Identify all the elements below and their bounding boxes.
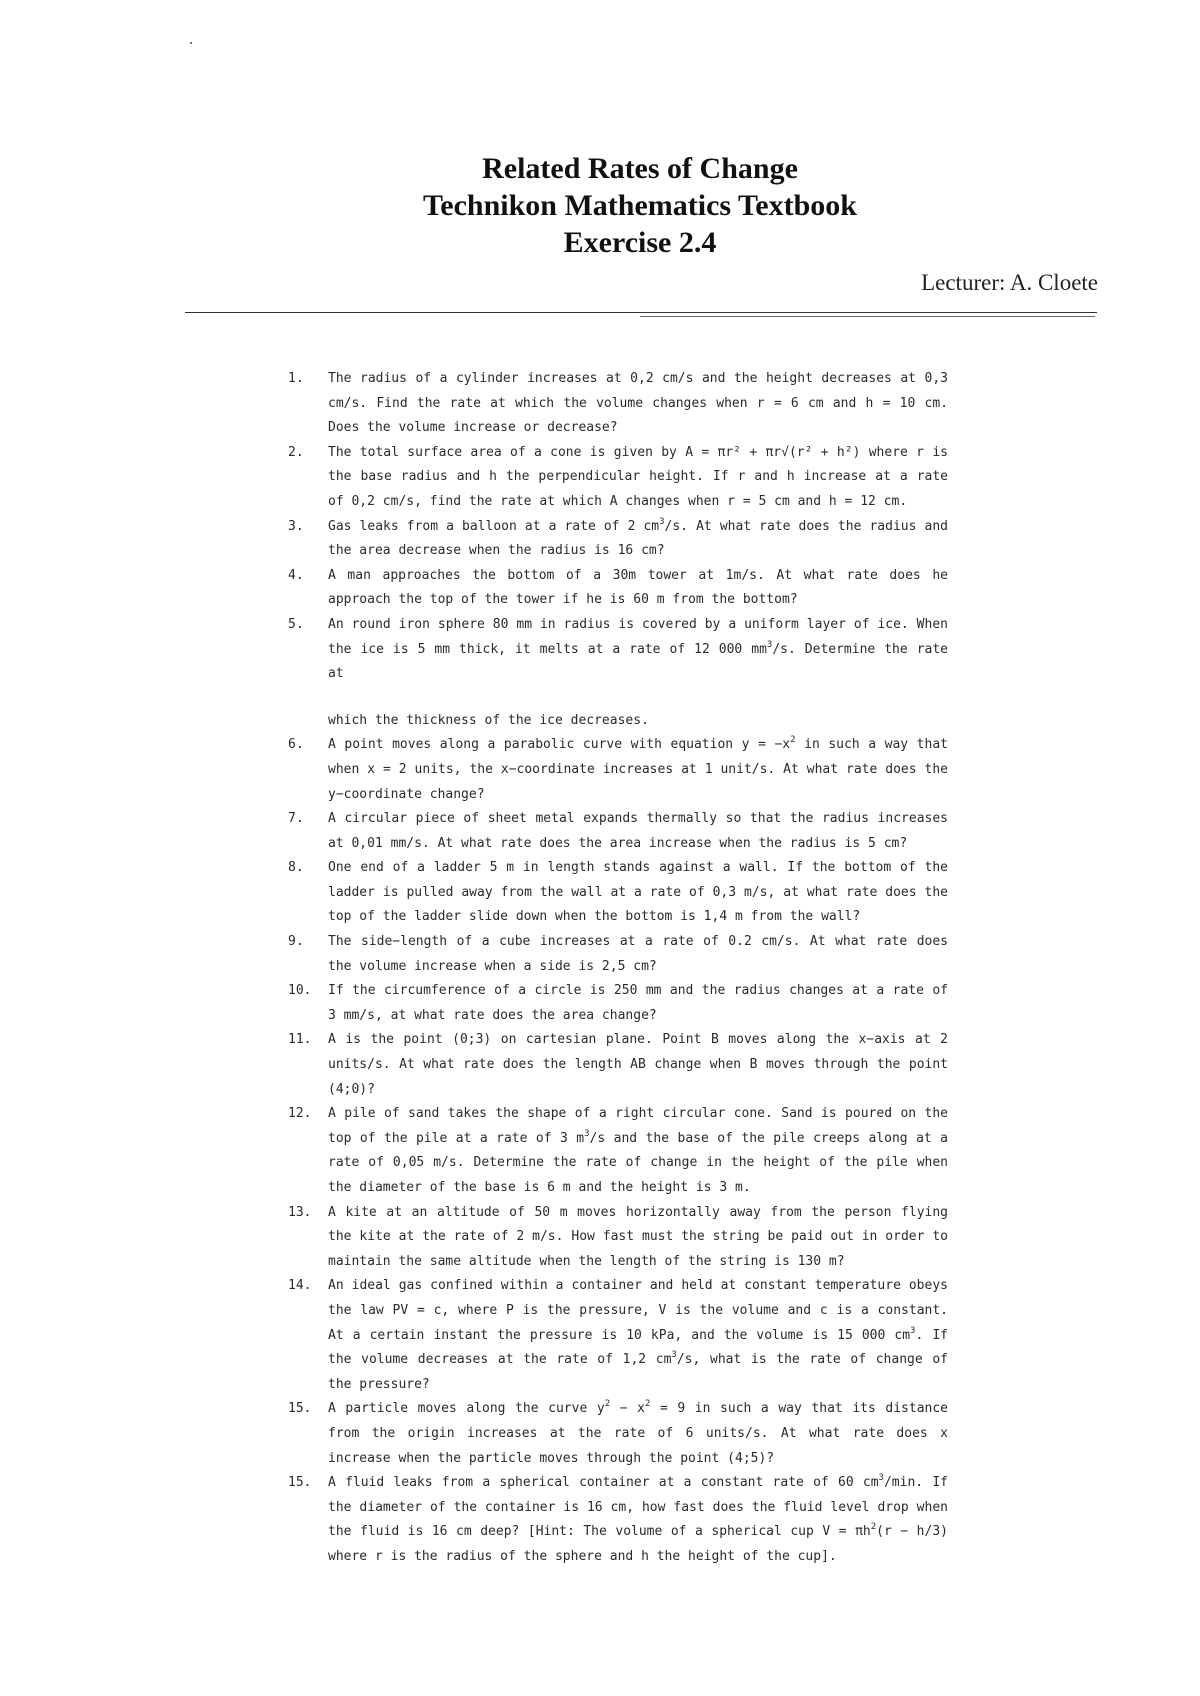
question-text-segment: /s, what is the rate of change of the pressure? xyxy=(328,1352,948,1392)
question-number: 1. xyxy=(288,371,304,386)
question-number: 12. xyxy=(288,1106,312,1122)
question-item xyxy=(288,613,948,687)
horizontal-rule xyxy=(185,312,1097,313)
question-text-segment: A fluid leaks from a spherical container at a constant rate of 60 cm xyxy=(328,1475,879,1491)
question-text-segment: which the thickness of the ice decreases. xyxy=(328,712,649,728)
question-number: 5. xyxy=(288,616,304,632)
question-text-segment: /s. Determine the rate at xyxy=(328,641,949,682)
question-number: 11. xyxy=(288,1032,312,1048)
question-number: 7. xyxy=(288,811,304,827)
question-text-segment: /s and the base of the pile creeps along at a rate of 0,05 m/s. Determine the rate of change in the height of the pile when the diameter of the base is 6 m and the height is 3 m. xyxy=(328,1130,949,1195)
question-number: 2. xyxy=(288,444,304,460)
exercise-line: Exercise 2.4 xyxy=(563,226,717,259)
question-item xyxy=(288,367,948,441)
superscript-exponent: 3 xyxy=(766,639,773,650)
question-text xyxy=(328,807,948,856)
question-text-segment: /min. If the diameter of the container is 16 cm, how fast does the fluid level drop when the fluid is 16 cm deep? [Hint: The volume of a spherical cup V = πh xyxy=(328,1475,948,1540)
question-item xyxy=(288,515,948,564)
question-item xyxy=(288,709,948,734)
question-item xyxy=(288,733,948,807)
question-item xyxy=(288,856,948,930)
superscript-exponent: 2 xyxy=(644,1399,651,1410)
question-number: 10. xyxy=(288,983,312,999)
question-item xyxy=(288,1102,948,1200)
title-block xyxy=(300,150,980,261)
question-text xyxy=(328,709,948,734)
horizontal-rule-shadow xyxy=(640,316,1095,317)
question-text-segment: A circular piece of sheet metal expands thermally so that the radius increases at 0,01 mm/s. At what rate does the area increase when the radius is 5 cm? xyxy=(328,811,948,851)
superscript-exponent: 3 xyxy=(659,516,665,527)
question-item xyxy=(288,564,948,613)
question-item xyxy=(288,1201,948,1275)
question-item xyxy=(288,441,948,515)
question-text xyxy=(328,733,948,807)
question-text-segment: The radius of a cylinder increases at 0,2 cm/s and the height decreases at 0,3 cm/s. Find the rate at which the volume changes when r = 6 cm and h = 10 cm. Does the volume increase or decrease? xyxy=(328,371,948,436)
question-text-segment: If the circumference of a circle is 250 mm and the radius changes at a rate of 3 mm/s, at what rate does the area change? xyxy=(328,983,948,1023)
question-text-segment: A man approaches the bottom of a 30m tower at 1m/s. At what rate does he approach the top of the tower if he is 60 m from the bottom? xyxy=(328,567,948,608)
question-text xyxy=(328,613,948,687)
question-text xyxy=(328,856,948,930)
question-text-segment: in such a way that when x = 2 units, the x−coordinate increases at 1 unit/s. At what rate does the y−coordinate change? xyxy=(328,737,948,802)
question-number: 6. xyxy=(288,737,304,753)
question-text xyxy=(328,515,948,564)
question-text-segment: The total surface area of a cone is given by A = πr² + πr√(r² + h²) where r is the base radius and h the perpendicular height. If r and h increase at a rate of 0,2 cm/s, find the rate at which A changes when r = 5 cm and h = 12 cm. xyxy=(328,444,948,509)
question-list xyxy=(288,367,948,1570)
question-text xyxy=(328,1102,948,1200)
subtitle-line: Technikon Mathematics Textbook xyxy=(423,189,857,222)
question-text-segment: A kite at an altitude of 50 m moves horizontally away from the person flying the kite at the rate of 2 m/s. How fast must the string be paid out in order to maintain the same altitude when the length of the string is 130 m? xyxy=(328,1204,948,1269)
question-number: 9. xyxy=(288,934,304,950)
question-text xyxy=(328,1201,948,1275)
question-item xyxy=(288,1397,948,1471)
lecturer-name: Lecturer: A. Cloete xyxy=(921,270,1098,295)
question-text-segment: Gas leaks from a balloon at a rate of 2 cm xyxy=(328,518,660,534)
question-text xyxy=(328,1471,948,1569)
question-text-segment: (r − h/3) where r is the radius of the sphere and h the height of the cup]. xyxy=(328,1524,948,1564)
question-text xyxy=(328,979,948,1028)
question-text-segment: = 9 in such a way that its distance from the origin increases at the rate of 6 units/s. At what rate does x increase when the particle moves through the point (4;5)? xyxy=(328,1401,949,1466)
superscript-exponent: 3 xyxy=(671,1350,677,1361)
scan-speck xyxy=(190,42,192,44)
question-item xyxy=(288,979,948,1028)
question-text xyxy=(328,930,948,979)
question-text-segment: An round iron sphere 80 mm in radius is covered by a uniform layer of ice. When the ice is 5 mm thick, it melts at a rate of 12 000 mm xyxy=(328,616,948,657)
superscript-exponent: 3 xyxy=(910,1325,916,1336)
question-text-segment: . If the volume decreases at the rate of 1,2 cm xyxy=(328,1327,948,1368)
question-text xyxy=(328,441,948,515)
question-number: 4. xyxy=(288,567,304,583)
question-item xyxy=(288,807,948,856)
question-number: 15. xyxy=(288,1475,312,1491)
question-text-segment: An ideal gas confined within a container and held at constant temperature obeys the law PV = c, where P is the pressure, V is the volume and c is a constant. At a certain instant the pressure is 10 kPa, and the volume is 15 000 cm xyxy=(328,1278,948,1343)
question-number xyxy=(288,709,328,734)
question-item xyxy=(288,1471,948,1569)
question-number: 8. xyxy=(288,860,304,876)
question-text-segment: A particle moves along the curve y xyxy=(328,1401,605,1417)
superscript-exponent: 2 xyxy=(790,735,796,746)
question-text xyxy=(328,564,948,613)
superscript-exponent: 3 xyxy=(878,1473,884,1484)
question-text xyxy=(328,1028,948,1102)
question-item xyxy=(288,1274,948,1397)
question-text xyxy=(328,1274,948,1397)
question-number: 3. xyxy=(288,518,304,534)
title-line: Related Rates of Change xyxy=(482,152,798,185)
question-number: 14. xyxy=(288,1278,312,1294)
question-text-segment: /s. At what rate does the radius and the area decrease when the radius is 16 cm? xyxy=(328,518,948,559)
question-text xyxy=(328,1397,948,1471)
question-text-segment: The side−length of a cube increases at a rate of 0.2 cm/s. At what rate does the volume increase when a side is 2,5 cm? xyxy=(328,934,948,974)
question-text-segment: A is the point (0;3) on cartesian plane. Point B moves along the x−axis at 2 units/s. At what rate does the length AB change when B moves through the point (4;0)? xyxy=(328,1032,948,1097)
question-text-segment: A pile of sand takes the shape of a right circular cone. Sand is poured on the top of the pile at a rate of 3 m xyxy=(328,1106,948,1146)
superscript-exponent: 2 xyxy=(870,1522,877,1533)
question-item xyxy=(288,930,948,979)
question-item xyxy=(288,1028,948,1102)
question-text-segment: − x xyxy=(610,1401,645,1417)
question-text-segment: One end of a ladder 5 m in length stands against a wall. If the bottom of the ladder is pulled away from the wall at a rate of 0,3 m/s, at what rate does the top of the ladder slide down when the bottom is 1,4 m from the wall? xyxy=(328,860,948,925)
superscript-exponent: 2 xyxy=(604,1399,611,1410)
question-text xyxy=(328,367,948,441)
superscript-exponent: 3 xyxy=(584,1128,590,1139)
question-number: 15. xyxy=(288,1401,312,1417)
question-text-segment: A point moves along a parabolic curve with equation y = −x xyxy=(328,737,791,753)
question-number: 13. xyxy=(288,1204,312,1220)
